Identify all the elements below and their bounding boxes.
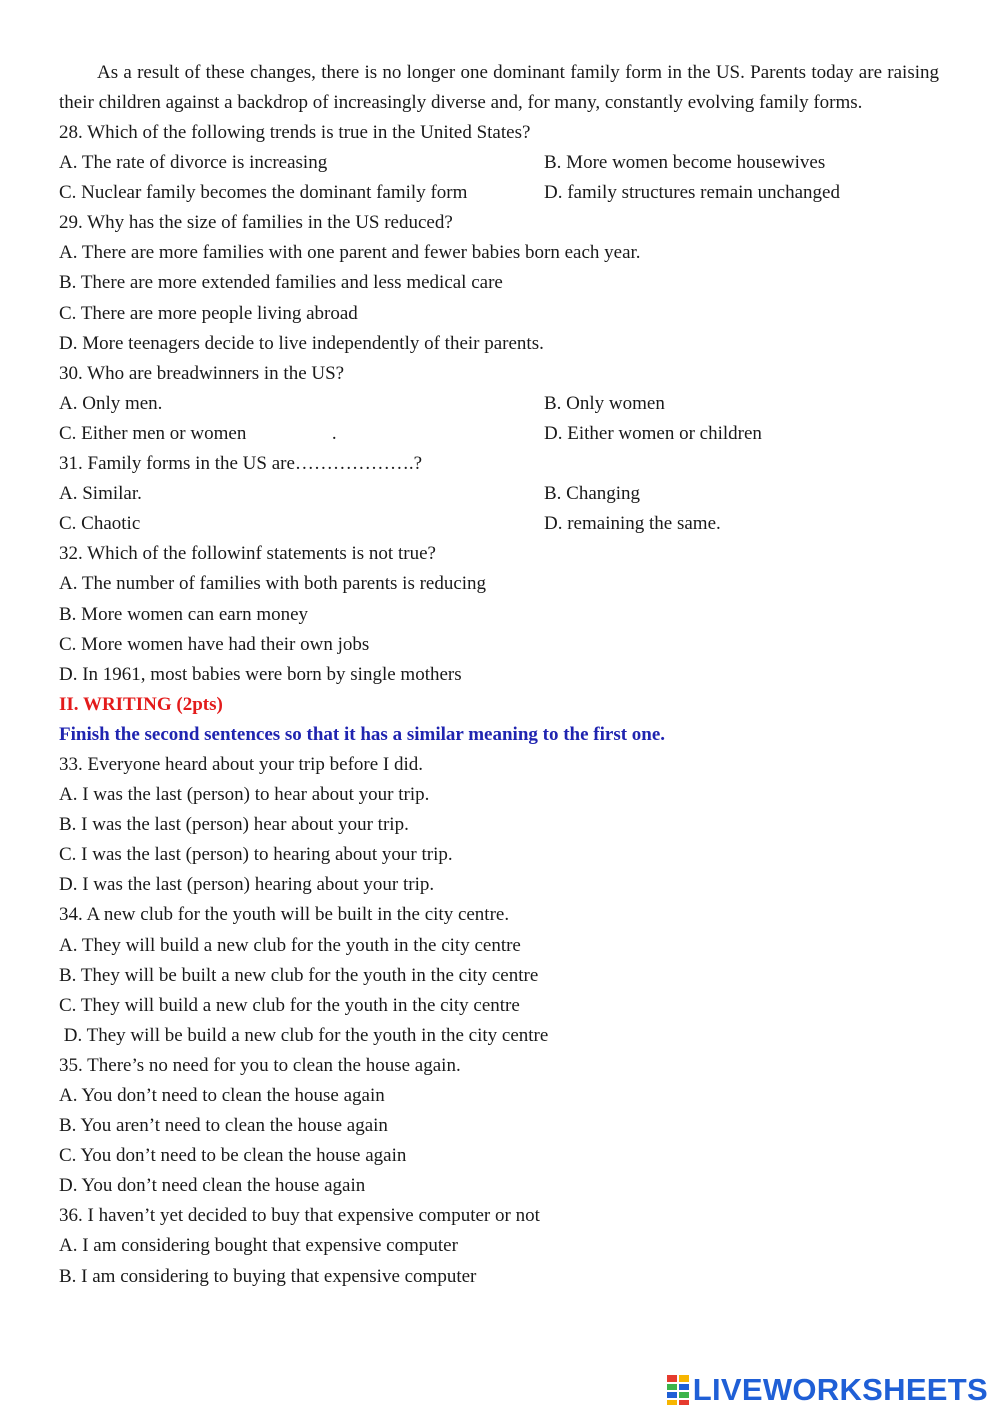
logo-text: LIVEWORKSHEETS <box>692 1372 988 1407</box>
option-32d[interactable]: D. In 1961, most babies were born by single mothers <box>59 663 462 685</box>
option-29c[interactable]: C. There are more people living abroad <box>59 302 358 324</box>
option-31d[interactable]: D. remaining the same. <box>544 513 721 535</box>
option-34d[interactable]: D. They will be build a new club for the youth in the city centre <box>59 1024 549 1046</box>
option-32a[interactable]: A. The number of families with both parents is reducing <box>59 573 487 595</box>
liveworksheets-mark-icon <box>667 1375 689 1405</box>
options-row <box>59 479 939 509</box>
option-34a[interactable]: A. They will build a new club for the youth in the city centre <box>59 934 521 956</box>
option-30c[interactable]: C. Either men or women . <box>59 422 337 444</box>
option-31c[interactable]: C. Chaotic <box>59 513 141 535</box>
options-row <box>59 509 939 539</box>
option-30a[interactable]: A. Only men. <box>59 392 163 414</box>
option-35a[interactable]: A. You don’t need to clean the house again <box>59 1085 385 1106</box>
option-33a[interactable]: A. I was the last (person) to hear about your trip. <box>59 784 430 806</box>
question-33: 33. Everyone heard about your trip before I did. <box>59 753 424 775</box>
option-31b[interactable]: B. Changing <box>544 483 641 505</box>
options-row <box>59 148 939 178</box>
option-30d[interactable]: D. Either women or children <box>544 422 762 444</box>
option-29b[interactable]: B. There are more extended families and less medical care <box>59 272 503 294</box>
worksheet-page <box>59 58 939 1292</box>
option-33c[interactable]: C. I was the last (person) to hearing about your trip. <box>59 844 453 866</box>
option-28d[interactable]: D. family structures remain unchanged <box>544 182 840 204</box>
option-32b[interactable]: B. More women can earn money <box>59 603 309 625</box>
option-33b[interactable]: B. I was the last (person) hear about your trip. <box>59 814 409 836</box>
liveworksheets-logo[interactable] <box>667 1372 988 1408</box>
question-35: 35. There’s no need for you to clean the house again. <box>59 1054 461 1076</box>
question-36: 36. I haven’t yet decided to buy that expensive computer or not <box>59 1205 540 1227</box>
option-31a[interactable]: A. Similar. <box>59 483 142 505</box>
section-instruction: Finish the second sentences so that it has a similar meaning to the first one. <box>59 723 666 745</box>
intro-paragraph: As a result of these changes, there is no longer one dominant family form in the US. Parents today are raising their children against a backdrop of increasingly diverse and, for many, constantly evolving family forms. <box>59 62 939 113</box>
option-32c[interactable]: C. More women have had their own jobs <box>59 633 370 655</box>
question-30: 30. Who are breadwinners in the US? <box>59 362 345 384</box>
option-29a[interactable]: A. There are more families with one parent and fewer babies born each year. <box>59 242 641 264</box>
question-32: 32. Which of the followinf statements is not true? <box>59 543 436 565</box>
options-row <box>59 419 939 449</box>
options-row <box>59 178 939 208</box>
option-35b[interactable]: B. You aren’t need to clean the house again <box>59 1115 388 1137</box>
option-28c[interactable]: C. Nuclear family becomes the dominant family form <box>59 182 468 204</box>
options-row <box>59 389 939 419</box>
question-29: 29. Why has the size of families in the US reduced? <box>59 212 453 234</box>
option-28b[interactable]: B. More women become housewives <box>544 152 826 174</box>
option-35d[interactable]: D. You don’t need clean the house again <box>59 1175 366 1197</box>
option-28a[interactable]: A. The rate of divorce is increasing <box>59 152 328 174</box>
question-31: 31. Family forms in the US are……………….? <box>59 453 423 475</box>
question-34: 34. A new club for the youth will be built in the city centre. <box>59 904 510 926</box>
question-28: 28. Which of the following trends is true in the United States? <box>59 122 531 143</box>
option-35c[interactable]: C. You don’t need to be clean the house again <box>59 1145 407 1167</box>
option-34c[interactable]: C. They will build a new club for the youth in the city centre <box>59 994 520 1016</box>
option-36b[interactable]: B. I am considering to buying that expensive computer <box>59 1265 477 1287</box>
option-29d[interactable]: D. More teenagers decide to live independently of their parents. <box>59 332 544 354</box>
option-34b[interactable]: B. They will be built a new club for the youth in the city centre <box>59 964 539 986</box>
option-30b[interactable]: B. Only women <box>544 392 665 414</box>
section-heading-writing: II. WRITING (2pts) <box>59 693 223 715</box>
option-33d[interactable]: D. I was the last (person) hearing about your trip. <box>59 874 435 896</box>
option-36a[interactable]: A. I am considering bought that expensive computer <box>59 1235 458 1257</box>
